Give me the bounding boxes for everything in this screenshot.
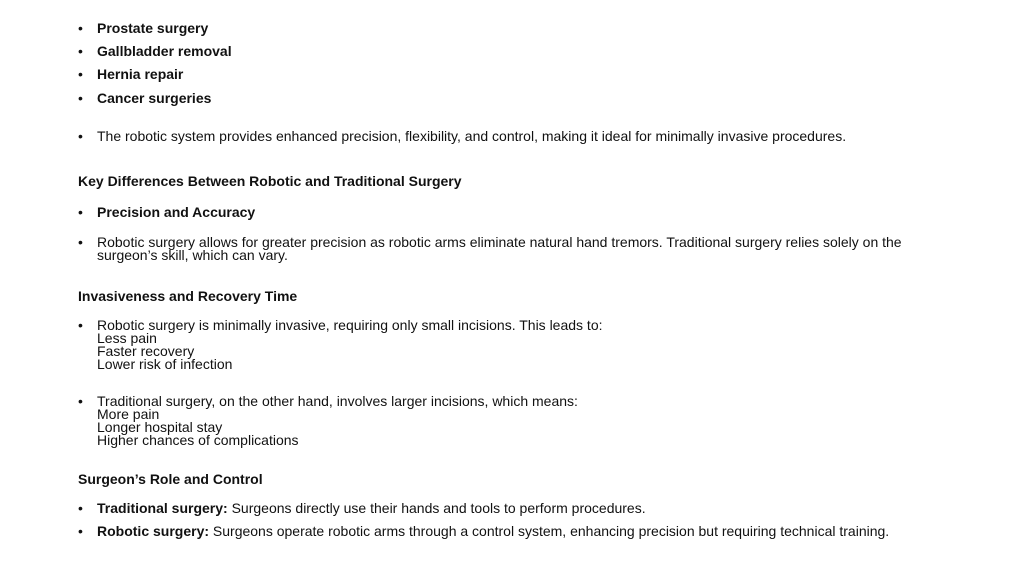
- bullet-icon: •: [78, 43, 83, 59]
- surgeon-role-item-content: [78, 502, 958, 515]
- intro-list-label: Hernia repair: [97, 66, 184, 82]
- intro-list-label: Gallbladder removal: [97, 43, 232, 59]
- traditional-point: Higher chances of complications: [97, 432, 299, 448]
- section-heading-key-differences: Key Differences Between Robotic and Traditional Surgery: [78, 173, 462, 189]
- traditional-invasiveness-intro: Traditional surgery, on the other hand, involves larger incisions, which means:: [97, 393, 578, 409]
- bullet-icon: •: [78, 317, 83, 333]
- intro-list-label: Cancer surgeries: [97, 90, 212, 106]
- surgeon-role-item-content: [78, 525, 958, 538]
- bullet-icon: •: [78, 393, 83, 409]
- surgeon-role-text: Surgeons operate robotic arms through a control system, enhancing precision but requiring technical training.: [209, 523, 890, 539]
- precision-paragraph: [78, 236, 958, 262]
- bullet-icon: •: [78, 523, 83, 539]
- traditional-point: Longer hospital stay: [97, 419, 223, 435]
- robotic-point: Lower risk of infection: [97, 356, 233, 372]
- robotic-invasiveness-intro: Robotic surgery is minimally invasive, requiring only small incisions. This leads to:: [97, 317, 603, 333]
- precision-paragraph-text: Robotic surgery allows for greater precision as robotic arms eliminate natural hand tremors. Traditional surgery relies solely on the surgeon’s skill, which can vary.: [97, 234, 902, 263]
- traditional-invasiveness-content: [78, 395, 958, 447]
- robotic-point: Faster recovery: [97, 343, 195, 359]
- section-heading-surgeon-role: Surgeon’s Role and Control: [78, 471, 263, 487]
- traditional-point: More pain: [97, 406, 160, 422]
- bullet-icon: •: [78, 90, 83, 106]
- intro-list-item: [78, 22, 958, 35]
- section-heading-invasiveness: Invasiveness and Recovery Time: [78, 288, 298, 304]
- surgeon-role-label: Robotic surgery:: [97, 523, 210, 539]
- intro-list-label: Prostate surgery: [97, 20, 209, 36]
- intro-note-text: The robotic system provides enhanced precision, flexibility, and control, making it ideal for minimally invasive procedures.: [97, 128, 847, 144]
- intro-list-item: [78, 92, 958, 105]
- intro-list-item: [78, 45, 958, 58]
- surgeon-role-text: Surgeons directly use their hands and tools to perform procedures.: [227, 500, 646, 516]
- bullet-icon: •: [78, 234, 83, 250]
- surgeon-role-label: Traditional surgery:: [97, 500, 228, 516]
- bullet-icon: •: [78, 500, 83, 516]
- surgeon-role-item: [78, 502, 958, 515]
- precision-sub-heading-text: Precision and Accuracy: [97, 204, 256, 220]
- robotic-point: Less pain: [97, 330, 157, 346]
- intro-note: [78, 130, 958, 143]
- bullet-icon: •: [78, 20, 83, 36]
- bullet-icon: •: [78, 66, 83, 82]
- robotic-invasiveness-block: [78, 319, 958, 371]
- bullet-icon: •: [78, 204, 83, 220]
- precision-sub-heading: [78, 206, 958, 219]
- surgeon-role-item: [78, 525, 958, 538]
- bullet-icon: •: [78, 128, 83, 144]
- intro-list-item: [78, 68, 958, 81]
- traditional-invasiveness-block: [78, 395, 958, 447]
- robotic-invasiveness-content: [78, 319, 958, 371]
